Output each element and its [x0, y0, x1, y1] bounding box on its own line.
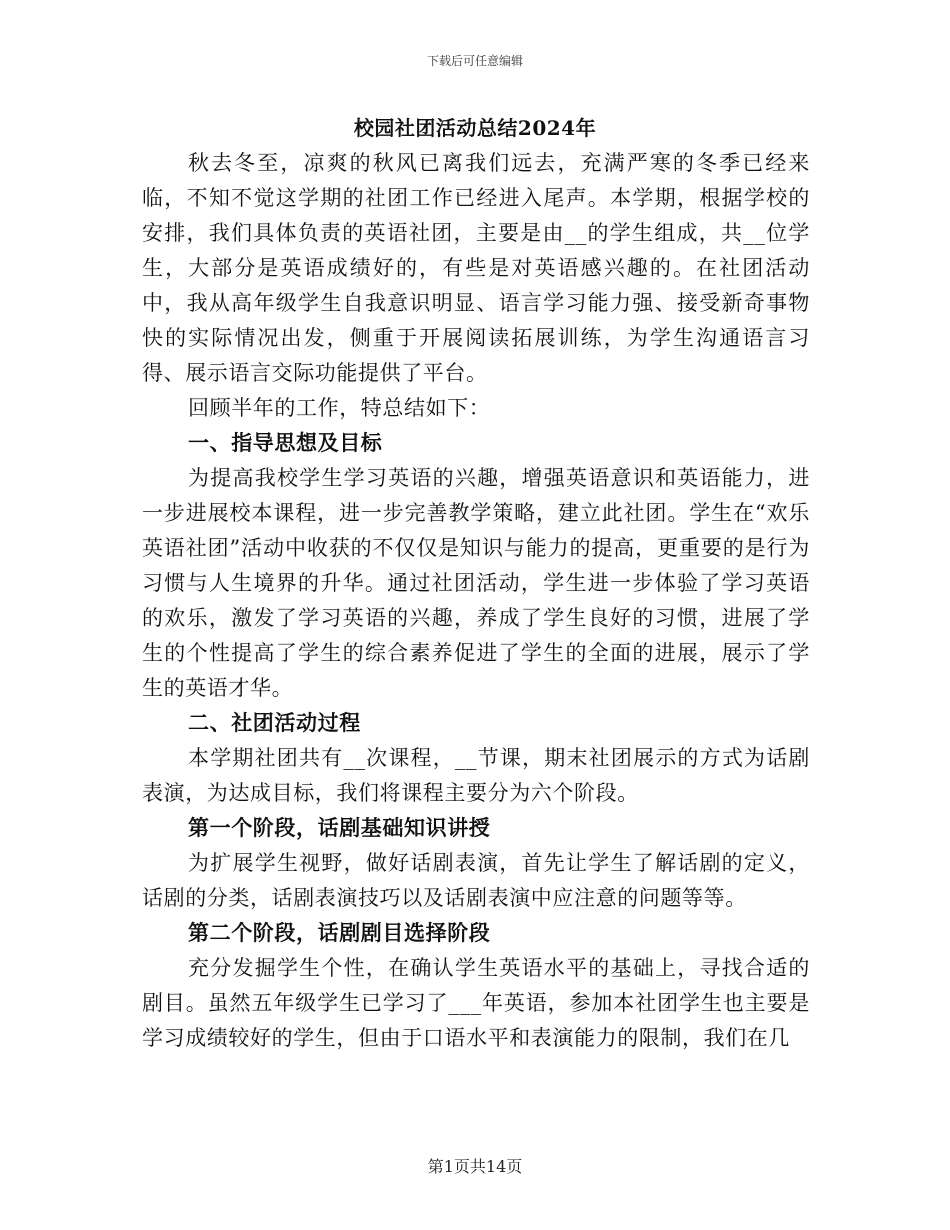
- paragraph-stage-1: 为扩展学生视野，做好话剧表演，首先让学生了解话剧的定义，话剧的分类，话剧表演技巧以及话剧表演中应注意的问题等等。: [142, 851, 810, 910]
- paragraph-guiding-ideas: 为提高我校学生学习英语的兴趣，增强英语意识和英语能力，进一步进展校本课程，进一步完善教学策略，建立此社团。学生在“欢乐英语社团”活动中收获的不仅仅是知识与能力的提高，更重要的是行为习惯与人生境界的升华。通过社团活动，学生进一步体验了学习英语的欢乐，激发了学习英语的兴趣，养成了学生良好的习惯，进展了学生的个性提高了学生的综合素养促进了学生的全面的进展，展示了学生的英语才华。: [142, 466, 810, 700]
- paragraph-activity-process: 本学期社团共有__次课程，__节课，期末社团展示的方式为话剧表演，为达成目标，我们将课程主要分为六个阶段。: [142, 746, 810, 805]
- paragraph-review: 回顾半年的工作，特总结如下：: [188, 396, 491, 420]
- document-body: [142, 146, 810, 1056]
- stage-heading-2: 第二个阶段，话剧剧目选择阶段: [188, 921, 491, 945]
- page-number-footer: 第1页共14页: [427, 1157, 523, 1176]
- header-note: 下载后可任意编辑: [426, 54, 523, 68]
- document-title: 校园社团活动总结2024年: [353, 116, 597, 140]
- stage-heading-1: 第一个阶段，话剧基础知识讲授: [188, 816, 491, 840]
- section-heading-guiding-ideas: 一、指导思想及目标: [188, 431, 383, 455]
- section-heading-activity-process: 二、社团活动过程: [188, 711, 361, 735]
- paragraph-intro: 秋去冬至，凉爽的秋风已离我们远去，充满严寒的冬季已经来临，不知不觉这学期的社团工作已经进入尾声。本学期，根据学校的安排，我们具体负责的英语社团，主要是由__的学生组成，共__位学生，大部分是英语成绩好的，有些是对英语感兴趣的。在社团活动中，我从高年级学生自我意识明显、语言学习能力强、接受新奇事物快的实际情况出发，侧重于开展阅读拓展训练，为学生沟通语言习得、展示语言交际功能提供了平台。: [142, 151, 810, 385]
- paragraph-stage-2: 充分发掘学生个性，在确认学生英语水平的基础上，寻找合适的剧目。虽然五年级学生已学习了___年英语，参加本社团学生也主要是学习成绩较好的学生，但由于口语水平和表演能力的限制，我们在几: [142, 956, 810, 1050]
